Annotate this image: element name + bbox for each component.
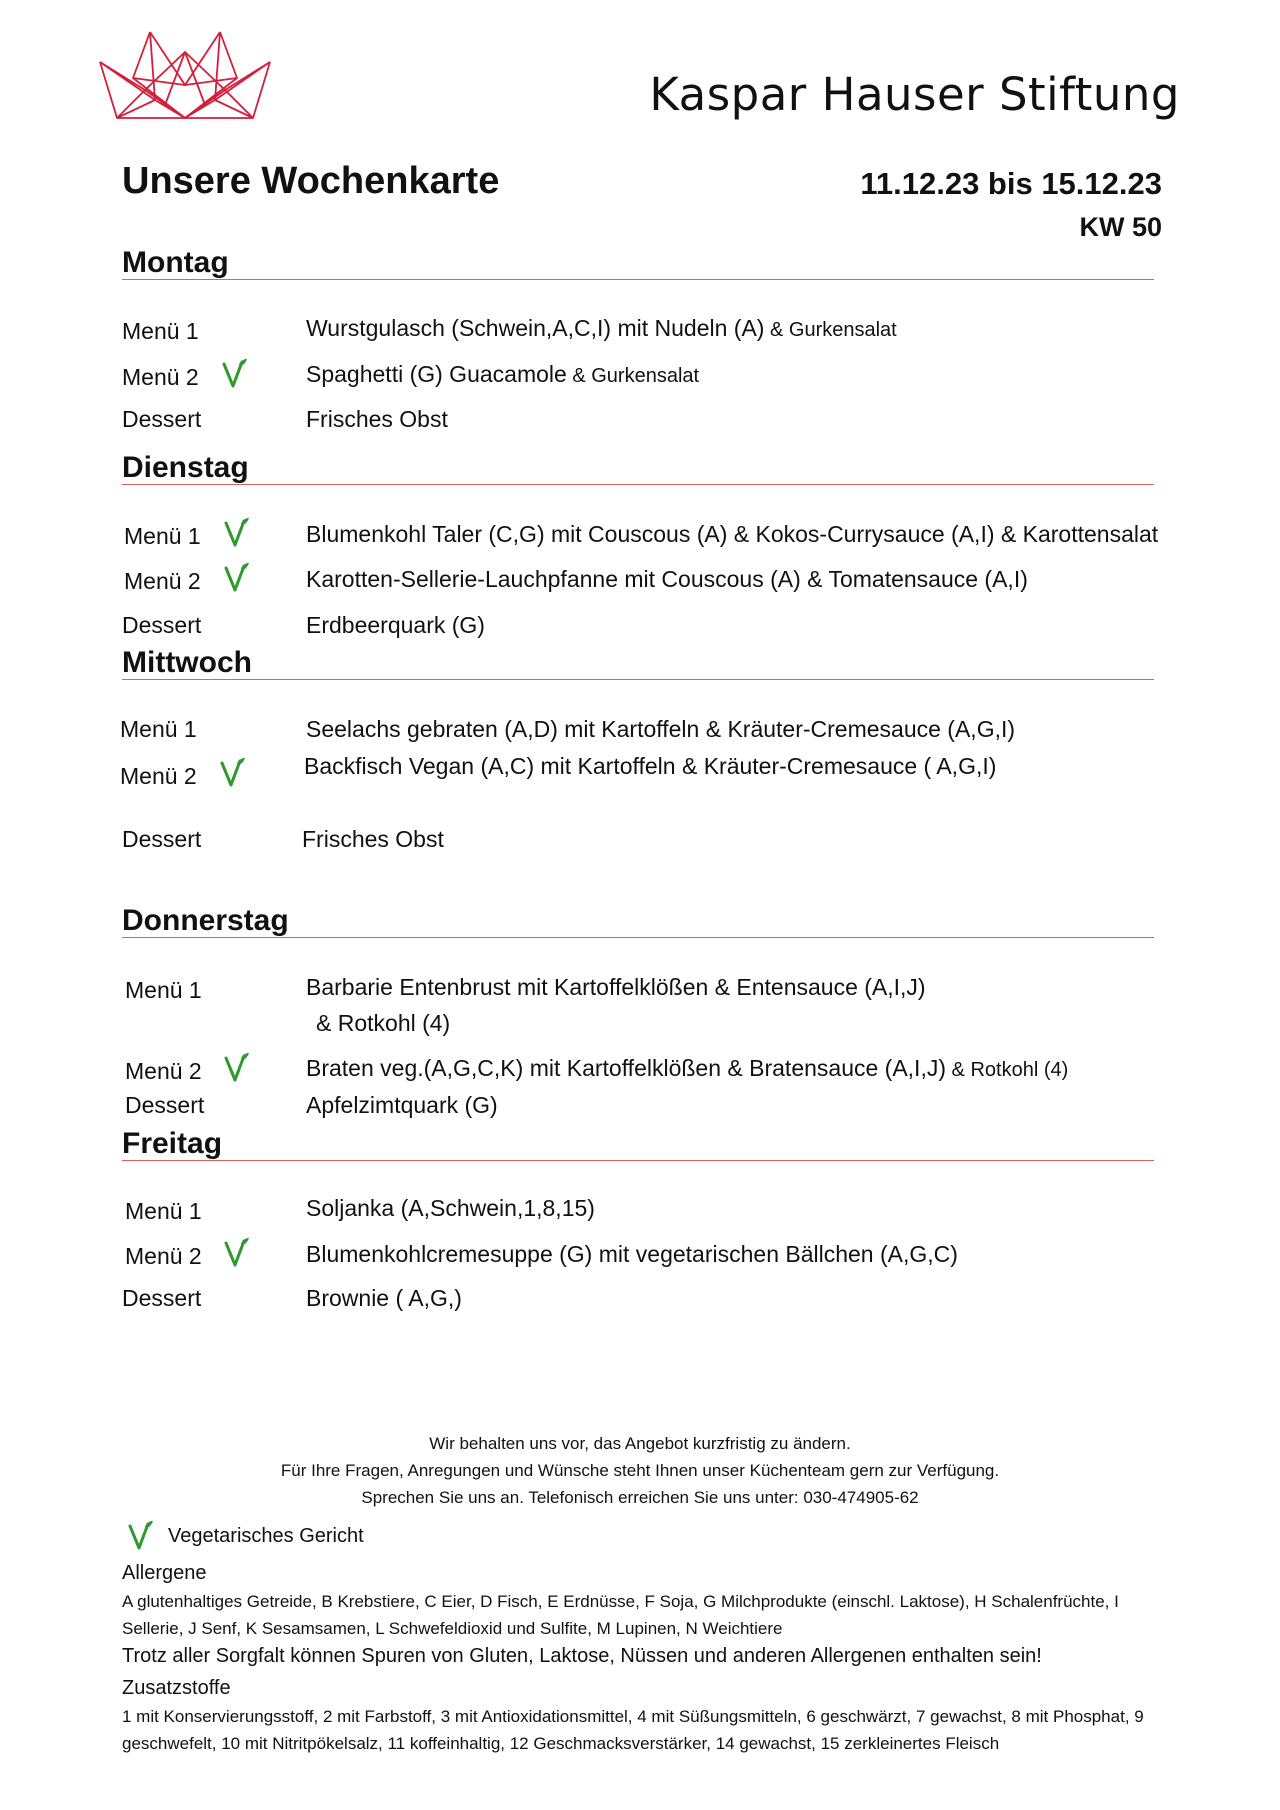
- menu2-label: Menü 2: [125, 1058, 202, 1084]
- veg-legend-label: Vegetarisches Gericht: [168, 1525, 364, 1547]
- menu2-dish: Karotten-Sellerie-Lauchpfanne mit Couscous (A) & Tomatensauce (A,I): [306, 566, 1028, 592]
- organization-name: Kaspar Hauser Stiftung: [649, 68, 1180, 121]
- menu1-label: Menü 1: [125, 1198, 202, 1224]
- dessert-label: Dessert: [122, 612, 202, 638]
- dish-main: Spaghetti (G) Guacamole: [306, 361, 567, 387]
- trace-warning: Trotz aller Sorgfalt können Spuren von Gluten, Laktose, Nüssen und anderen Allergenen enthalten sein!: [122, 1645, 1042, 1667]
- dish-main: Wurstgulasch (Schwein,A,C,I) mit Nudeln (A): [306, 315, 765, 341]
- notice-line-2: Für Ihre Fragen, Anregungen und Wünsche steht Ihnen unser Küchenteam gern zur Verfügung.: [280, 1461, 1000, 1480]
- page-title: Unsere Wochenkarte: [122, 160, 500, 202]
- dish-side: & Rotkohl (4): [946, 1059, 1069, 1081]
- vegetarian-icon: [222, 1237, 250, 1267]
- dessert-dish: Apfelzimtquark (G): [306, 1092, 498, 1118]
- menu1-label: Menü 1: [122, 318, 199, 344]
- day-heading-mittwoch: Mittwoch: [122, 646, 252, 679]
- day-heading-montag: Montag: [122, 246, 229, 279]
- day-divider: [122, 679, 1154, 680]
- menu2-dish: Backfisch Vegan (A,C) mit Kartoffeln & Kräuter-Cremesauce ( A,G,I): [304, 753, 997, 779]
- additives-list: 1 mit Konservierungsstoff, 2 mit Farbstoff, 3 mit Antioxidationsmittel, 4 mit Süßungsmitteln, 6 geschwärzt, 7 gewachst, 8 mit Phosphat, 9 geschwefelt, 10 mit Nitritpökelsalz, 11 koffeinhaltig, 12 Geschmacksverstärker, 14 gewachst, 15 zerkleinertes Fleisch: [122, 1707, 1144, 1753]
- allergens-heading: Allergene: [122, 1562, 207, 1584]
- dessert-dish: Frisches Obst: [306, 406, 448, 432]
- menu2-dish: Blumenkohlcremesuppe (G) mit vegetarischen Bällchen (A,G,C): [306, 1241, 958, 1267]
- dessert-label: Dessert: [122, 826, 202, 852]
- menu1-label: Menü 1: [120, 716, 197, 742]
- vegetarian-icon: [218, 757, 246, 787]
- menu1-label: Menü 1: [124, 523, 201, 549]
- vegetarian-icon: [222, 517, 250, 547]
- dessert-dish: Frisches Obst: [302, 826, 444, 852]
- menu2-dish: [306, 1055, 1068, 1082]
- day-heading-dienstag: Dienstag: [122, 451, 249, 484]
- dessert-dish: Erdbeerquark (G): [306, 612, 485, 638]
- menu1-dish-line1: Barbarie Entenbrust mit Kartoffelklößen & Entensauce (A,I,J): [306, 974, 926, 1000]
- allergens-list: A glutenhaltiges Getreide, B Krebstiere, C Eier, D Fisch, E Erdnüsse, F Soja, G Milchprodukte (einschl. Laktose), H Schalenfrüchte, I Sellerie, J Senf, K Sesamsamen, L Schwefeldioxid und Sulfite, M Lupinen, N Weichtiere: [122, 1592, 1119, 1638]
- contact-line: Sprechen Sie uns an. Telefonisch erreichen Sie uns unter: 030-474905-62: [361, 1488, 919, 1507]
- menu2-label: Menü 2: [124, 568, 201, 594]
- menu1-dish: Blumenkohl Taler (C,G) mit Couscous (A) & Kokos-Currysauce (A,I) & Karottensalat: [306, 521, 1159, 547]
- dessert-dish: Brownie ( A,G,): [306, 1285, 462, 1311]
- dessert-label: Dessert: [125, 1092, 205, 1118]
- menu2-label: Menü 2: [122, 364, 199, 390]
- crown-logo-icon: [95, 30, 275, 135]
- menu1-dish-line2: & Rotkohl (4): [316, 1010, 451, 1036]
- dish-side: & Gurkensalat: [764, 319, 897, 341]
- dish-side: & Gurkensalat: [566, 365, 700, 387]
- date-range: 11.12.23 bis 15.12.23: [860, 166, 1162, 201]
- day-divider: [122, 484, 1154, 485]
- day-heading-freitag: Freitag: [122, 1127, 223, 1160]
- additives-heading: Zusatzstoffe: [122, 1677, 231, 1699]
- dessert-label: Dessert: [122, 406, 202, 432]
- dessert-label: Dessert: [122, 1285, 202, 1311]
- day-heading-donnerstag: Donnerstag: [122, 904, 289, 937]
- day-divider: [122, 279, 1154, 280]
- menu1-label: Menü 1: [125, 977, 202, 1003]
- menu1-dish: Seelachs gebraten (A,D) mit Kartoffeln & Kräuter-Cremesauce (A,G,I): [306, 716, 1016, 742]
- vegetarian-icon: [222, 562, 250, 592]
- dish-main: Braten veg.(A,G,C,K) mit Kartoffelklößen & Bratensauce (A,I,J): [306, 1055, 946, 1081]
- menu1-dish: [306, 315, 897, 342]
- day-divider: [122, 937, 1154, 938]
- vegetarian-icon: [220, 358, 248, 388]
- day-divider: [122, 1160, 1154, 1161]
- notice-line-1: Wir behalten uns vor, das Angebot kurzfristig zu ändern.: [429, 1434, 851, 1453]
- calendar-week: KW 50: [1079, 212, 1162, 242]
- vegetarian-icon: [126, 1520, 154, 1550]
- menu2-label: Menü 2: [125, 1243, 202, 1269]
- menu1-dish: Soljanka (A,Schwein,1,8,15): [306, 1195, 595, 1221]
- vegetarian-icon: [222, 1052, 250, 1082]
- menu2-label: Menü 2: [120, 763, 197, 789]
- menu2-dish: [306, 361, 699, 388]
